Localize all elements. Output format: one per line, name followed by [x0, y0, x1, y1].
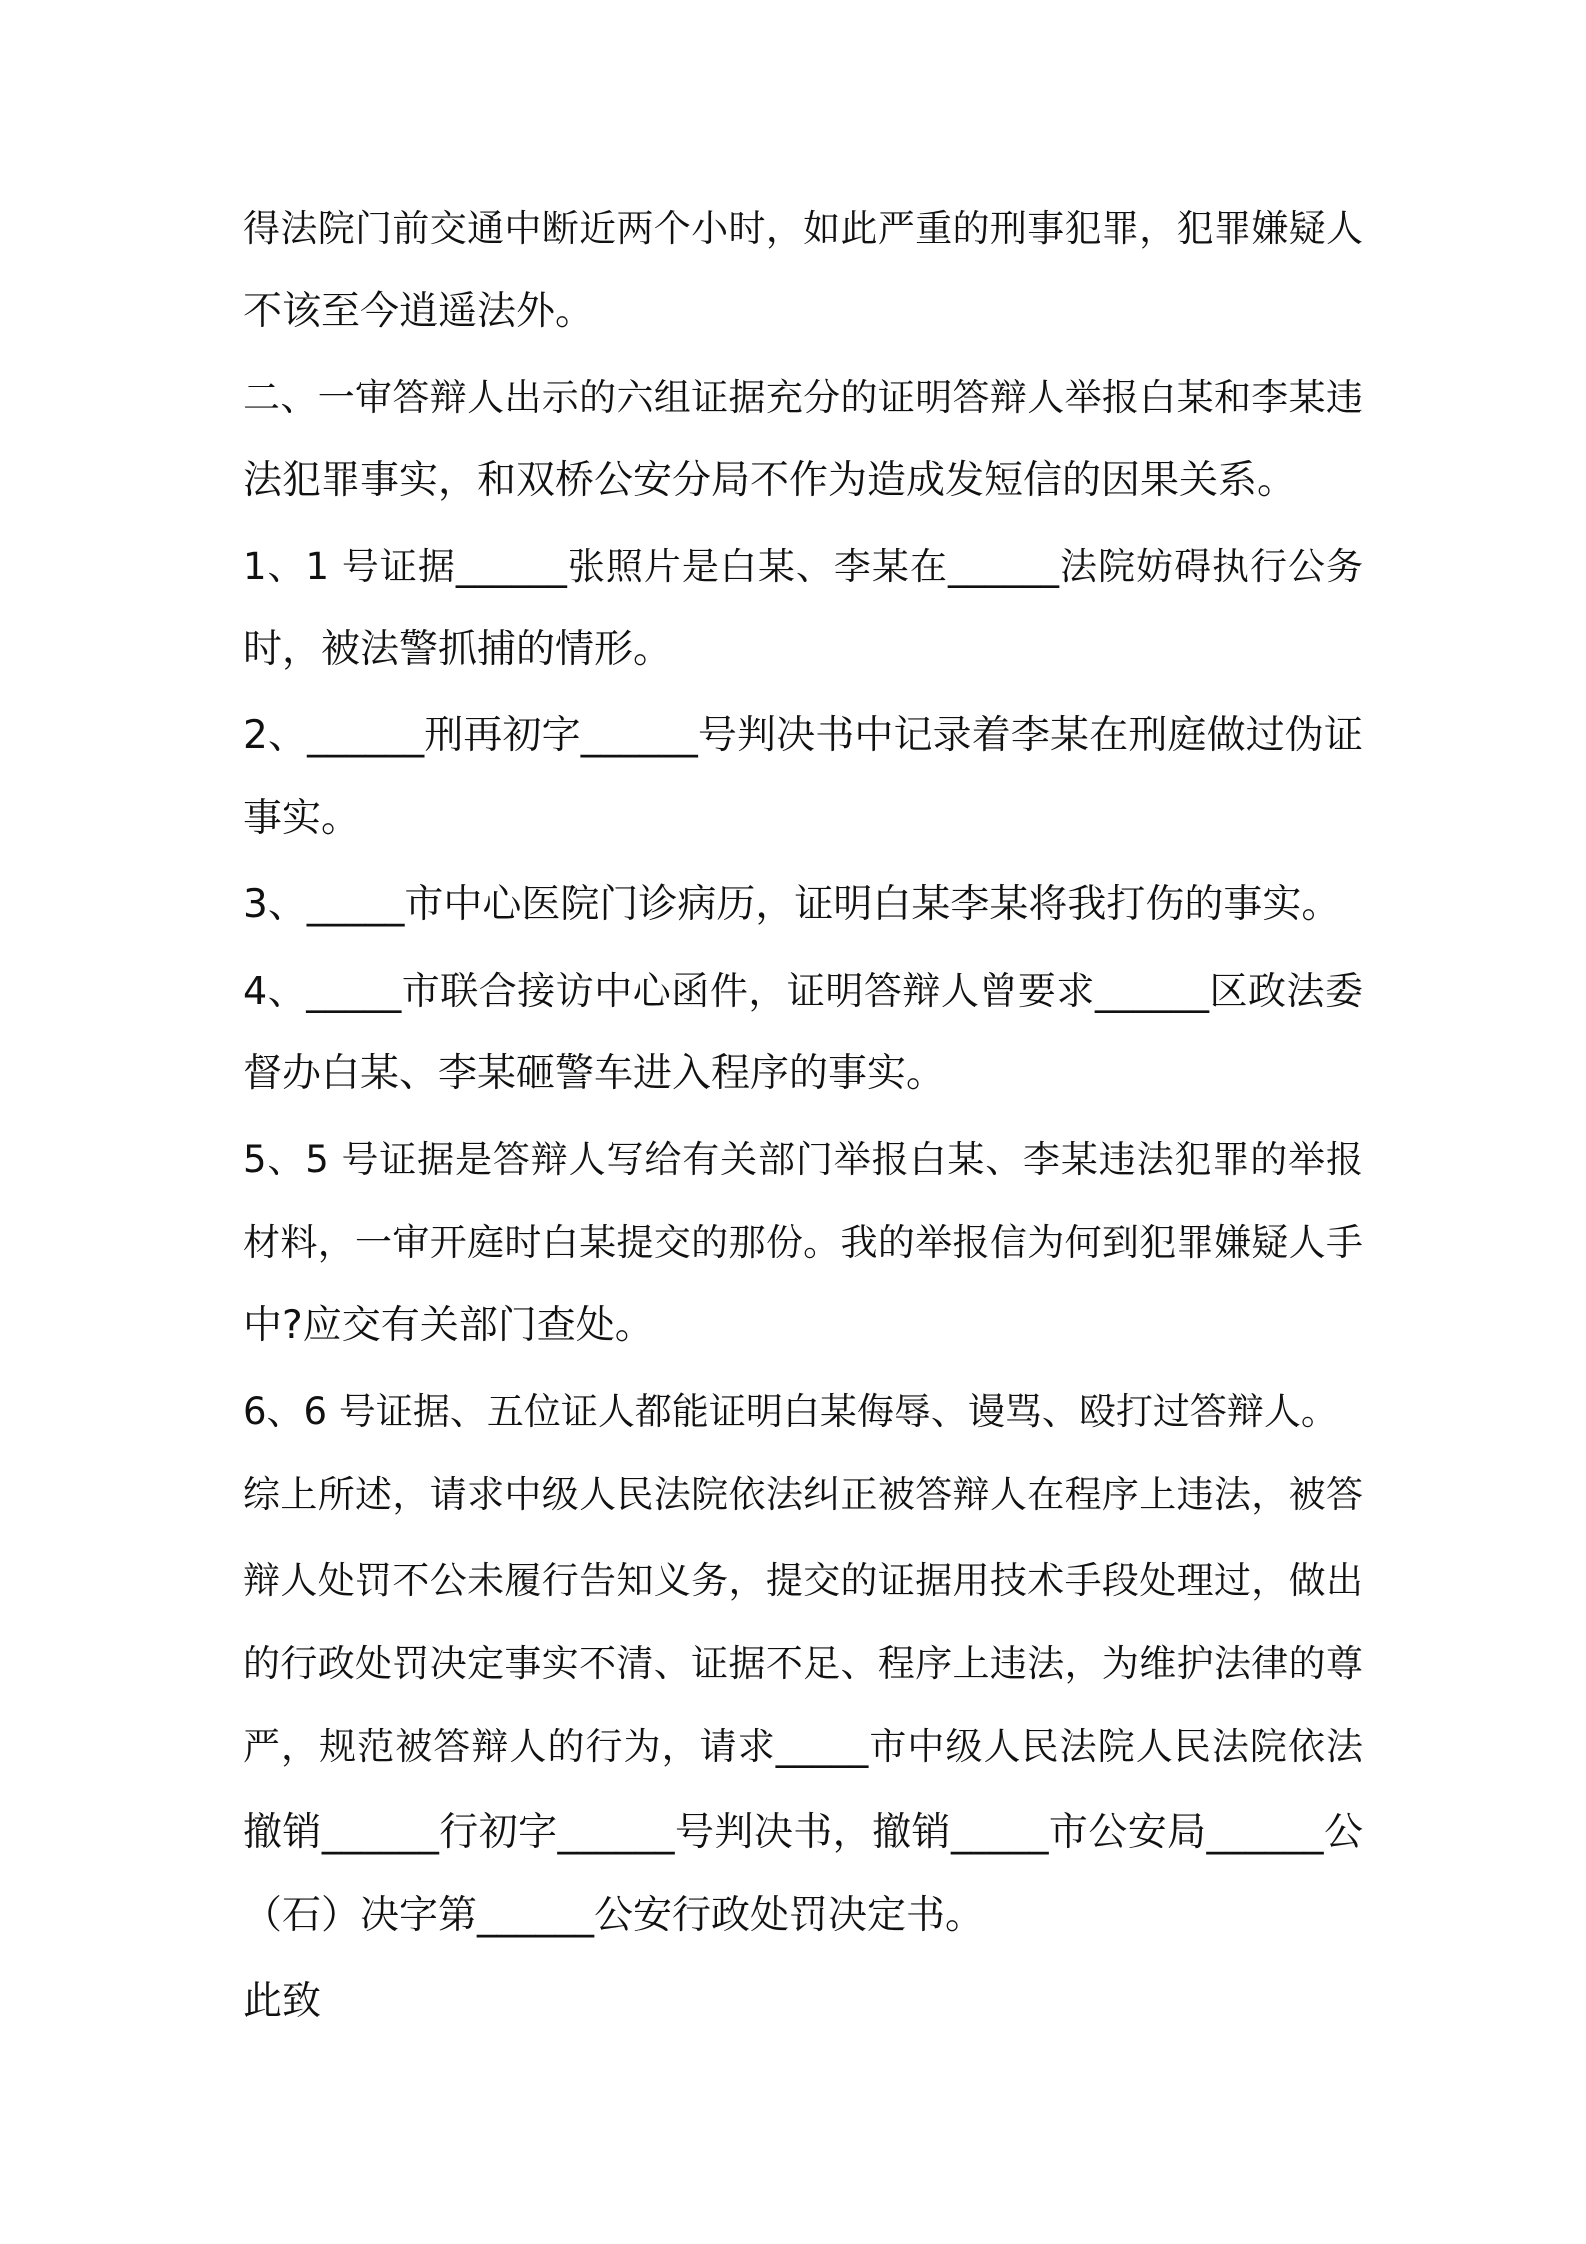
- body-text-line: 督办白某、李某砸警车进入程序的事实。: [243, 1051, 946, 1096]
- body-text-line: 辩人处罚不公未履行告知义务，提交的证据用技术手段处理过，做出: [243, 1559, 1363, 1602]
- body-text-line: 4、_____市联合接访中心函件，证明答辩人曾要求______区政法委: [243, 969, 1363, 1013]
- body-text-line: 3、_____市中心医院门诊病历，证明白某李某将我打伤的事实。: [243, 882, 1341, 927]
- body-text-line: 事实。: [243, 796, 361, 841]
- closing-salutation: 此致: [243, 1979, 322, 2024]
- body-text-line: 严，规范被答辩人的行为，请求_____市中级人民法院人民法院依法: [243, 1725, 1363, 1768]
- body-text-line: 的行政处罚决定事实不清、证据不足、程序上违法，为维护法律的尊: [243, 1642, 1363, 1685]
- body-text-line: 撤销______行初字______号判决书，撤销_____市公安局______公: [243, 1810, 1363, 1855]
- body-text-line: 二、一审答辩人出示的六组证据充分的证明答辩人举报白某和李某违: [243, 376, 1363, 419]
- body-text-line: （石）决字第______公安行政处罚决定书。: [243, 1893, 985, 1938]
- body-text-line: 1、1 号证据______张照片是白某、李某在______法院妨碍执行公务: [243, 545, 1363, 588]
- body-text-line: 综上所述，请求中级人民法院依法纠正被答辩人在程序上违法，被答: [243, 1473, 1363, 1516]
- body-text-line: 时，被法警抓捕的情形。: [243, 627, 673, 672]
- body-text-line: 中?应交有关部门查处。: [243, 1303, 654, 1348]
- body-text-line: 材料，一审开庭时白某提交的那份。我的举报信为何到犯罪嫌疑人手: [243, 1221, 1363, 1264]
- body-text-line: 得法院门前交通中断近两个小时，如此严重的刑事犯罪，犯罪嫌疑人: [243, 207, 1363, 250]
- body-text-line: 法犯罪事实，和双桥公安分局不作为造成发短信的因果关系。: [243, 458, 1297, 503]
- body-text-line: 2、______刑再初字______号判决书中记录着李某在刑庭做过伪证: [243, 713, 1363, 758]
- body-text-line: 6、6 号证据、五位证人都能证明白某侮辱、谩骂、殴打过答辩人。: [243, 1390, 1338, 1433]
- body-text-line: 5、5 号证据是答辩人写给有关部门举报白某、李某违法犯罪的举报: [243, 1138, 1363, 1181]
- body-text-line: 不该至今逍遥法外。: [243, 289, 595, 334]
